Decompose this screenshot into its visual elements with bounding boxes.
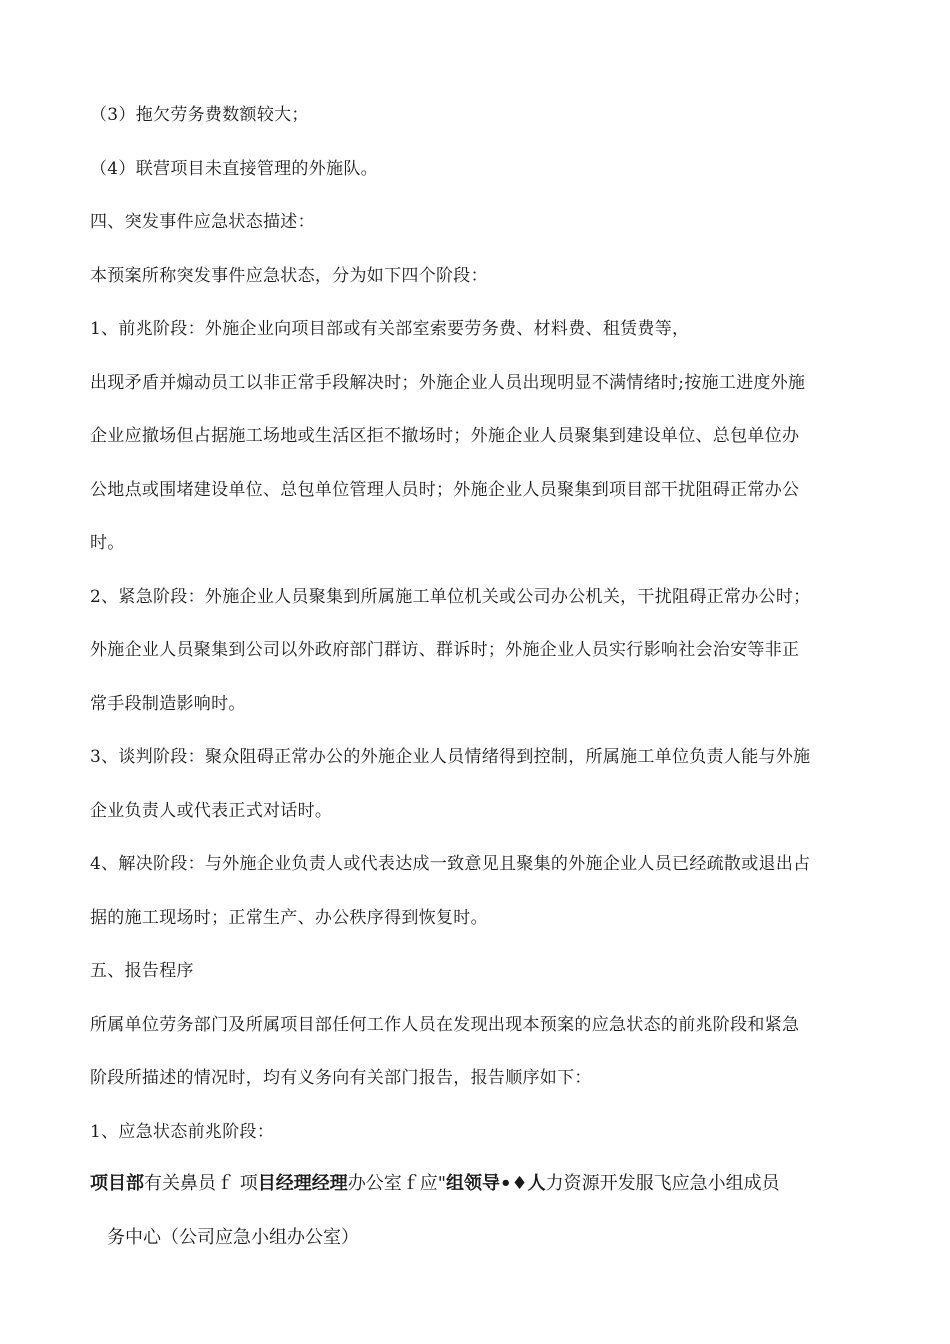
section-5-heading: 五、报告程序 <box>90 961 194 981</box>
report-step-1-heading: 1、应急状态前兆阶段： <box>90 1122 275 1142</box>
paragraph-intro: 本预案所称突发事件应急状态，分为如下四个阶段： <box>90 266 488 286</box>
report-flow-line <box>90 1171 780 1197</box>
flow-part-project-manager: 目经理经理 <box>257 1173 348 1194</box>
stage-3-text-line-1: 3、谈判阶段：聚众阻碍正常办公的外施企业人员情绪得到控制，所属施工单位负责人能与外施 <box>90 747 811 767</box>
stage-2-text-line-3: 常手段制造影响时。 <box>90 694 246 714</box>
report-paragraph-line-2: 阶段所描述的情况时，均有义务向有关部门报告，报告顺序如下： <box>90 1068 592 1088</box>
flow-part-office: 办公室ｆ应" <box>347 1173 447 1194</box>
flow-part-project-dept: 项目部 <box>90 1173 144 1194</box>
stage-1-text-line-1: 出现矛盾并煽动员工以非正常手段解决时；外施企业人员出现明显不满情绪时;按施工进度外施 <box>90 373 806 393</box>
stage-1-heading-line: 1、前兆阶段：外施企业向项目部或有关部室索要劳务费、材料费、租赁费等， <box>90 319 690 339</box>
stage-1-text-line-3: 公地点或围堵建设单位、总包单位管理人员时；外施企业人员聚集到项目部干扰阻碍正常办公 <box>90 480 800 500</box>
stage-3-text-line-2: 企业负责人或代表正式对话时。 <box>90 801 333 821</box>
stage-4-text-line-1: 4、解决阶段：与外施企业负责人或代表达成一致意见且聚集的外施企业人员已经疏散或退出占 <box>90 854 811 874</box>
stage-1-text-line-4: 时。 <box>90 533 125 553</box>
stage-2-text-line-2: 外施企业人员聚集到公司以外政府部门群访、群诉时；外施企业人员实行影响社会治安等非正 <box>90 640 800 660</box>
report-flow-second-line: 务中心（公司应急小组办公室） <box>107 1227 359 1248</box>
flow-part-hr: 力资源开发服飞应急小组成员 <box>545 1173 780 1194</box>
stage-4-text-line-2: 据的施工现场时；正常生产、办公秩序得到恢复时。 <box>90 908 488 928</box>
report-paragraph-line-1: 所属单位劳务部门及所属项目部任何工作人员在发现出现本预案的应急状态的前兆阶段和紧急 <box>90 1015 800 1035</box>
flow-part-group-leader: 组领导•♦人 <box>446 1173 546 1194</box>
item-4-text: （4）联营项目未直接管理的外施队。 <box>90 159 378 179</box>
stage-1-text-line-2: 企业应撤场但占据施工场地或生活区拒不撤场时；外施企业人员聚集到建设单位、总包单位办 <box>90 426 800 446</box>
item-3-text: （3）拖欠劳务费数额较大； <box>90 105 309 125</box>
section-4-heading: 四、突发事件应急状态描述： <box>90 212 315 232</box>
flow-part-staff: 有关鼻员ｆ 项 <box>144 1173 258 1194</box>
stage-2-text-line-1: 2、紧急阶段：外施企业人员聚集到所属施工单位机关或公司办公机关，干扰阻碍正常办公时； <box>90 587 811 607</box>
